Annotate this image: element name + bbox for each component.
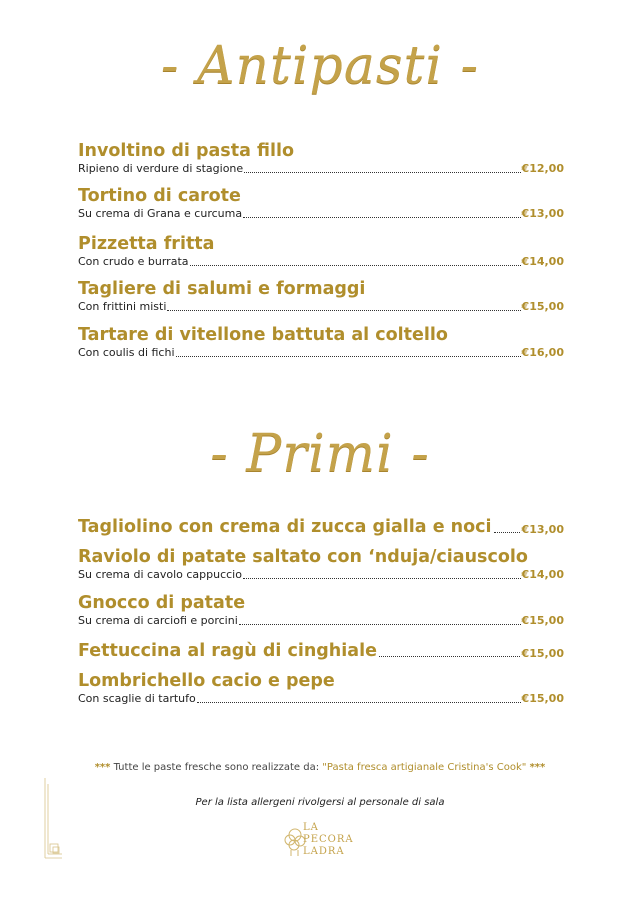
dot-leader (244, 172, 520, 173)
item-name: Fettuccina al ragù di cinghiale (78, 641, 377, 661)
item-detail-row (78, 300, 564, 314)
item-name: Tagliolino con crema di zucca gialla e noci (78, 517, 492, 537)
menu-item (78, 141, 564, 176)
item-price: €15,00 (521, 300, 564, 313)
item-description: Con coulis di fichi (78, 346, 175, 359)
item-description: Su crema di Grana e curcuma (78, 207, 243, 220)
item-description: Con frittini misti (78, 300, 167, 313)
logo-text-line2: PECORA (303, 834, 354, 845)
restaurant-logo (281, 820, 361, 868)
item-name: Gnocco di patate (78, 593, 246, 613)
menu-item (78, 517, 564, 538)
item-name: Involtino di pasta fillo (78, 141, 294, 161)
item-price: €16,00 (521, 346, 564, 359)
allergen-note: Per la lista allergeni rivolgersi al personale di sala (195, 797, 445, 808)
stars-left: *** (94, 762, 111, 773)
item-detail-row (78, 346, 564, 360)
item-name: Tagliere di salumi e formaggi (78, 279, 366, 299)
item-detail-row (78, 255, 564, 269)
dot-leader (239, 624, 521, 625)
item-price: €15,00 (521, 614, 564, 627)
item-detail-row (78, 568, 564, 582)
dot-leader (494, 532, 520, 533)
item-name: Pizzetta fritta (78, 234, 215, 254)
item-description: Con crudo e burrata (78, 255, 189, 268)
pasta-supplier-note (0, 762, 640, 773)
item-price: €14,00 (521, 568, 564, 581)
item-price: €12,00 (521, 162, 564, 175)
logo-text-line1: LA (303, 822, 319, 833)
item-detail-row (78, 614, 564, 628)
item-detail-row (78, 692, 564, 706)
item-price: €13,00 (521, 523, 564, 536)
dot-leader (243, 217, 520, 218)
dot-leader (197, 702, 521, 703)
menu-item (78, 593, 564, 628)
item-price: €15,00 (521, 647, 564, 660)
section-title-antipasti: - Antipasti - (160, 36, 480, 96)
item-name: Raviolo di patate saltato con ‘nduja/ciauscolo (78, 547, 528, 567)
item-name: Tartare di vitellone battuta al coltello (78, 325, 448, 345)
supplier-name: "Pasta fresca artigianale Cristina's Cook" (322, 762, 527, 773)
dot-leader (379, 656, 520, 657)
stars-right: *** (529, 762, 546, 773)
menu-item (78, 641, 564, 662)
item-description: Su crema di cavolo cappuccio (78, 568, 242, 581)
item-description: Su crema di carciofi e porcini (78, 614, 238, 627)
dot-leader (167, 310, 520, 311)
item-price: €13,00 (521, 207, 564, 220)
item-detail-row (78, 207, 564, 221)
menu-item (78, 547, 564, 582)
corner-ornament-icon (44, 778, 64, 860)
menu-item (78, 279, 564, 314)
item-price: €15,00 (521, 692, 564, 705)
menu-item (78, 234, 564, 269)
section-title-primi: - Primi - (210, 424, 430, 484)
item-name: Lombrichello cacio e pepe (78, 671, 335, 691)
note-text: Tutte le paste fresche sono realizzate da: (113, 762, 320, 773)
item-name: Tortino di carote (78, 186, 241, 206)
dot-leader (243, 578, 521, 579)
dot-leader (176, 356, 521, 357)
item-description: Ripieno di verdure di stagione (78, 162, 244, 175)
menu-item (78, 671, 564, 706)
menu-item (78, 186, 564, 221)
logo-text-line3: LADRA (303, 846, 345, 857)
item-price: €14,00 (521, 255, 564, 268)
menu-item (78, 325, 564, 360)
item-description: Con scaglie di tartufo (78, 692, 196, 705)
dot-leader (190, 265, 521, 266)
item-detail-row (78, 162, 564, 176)
